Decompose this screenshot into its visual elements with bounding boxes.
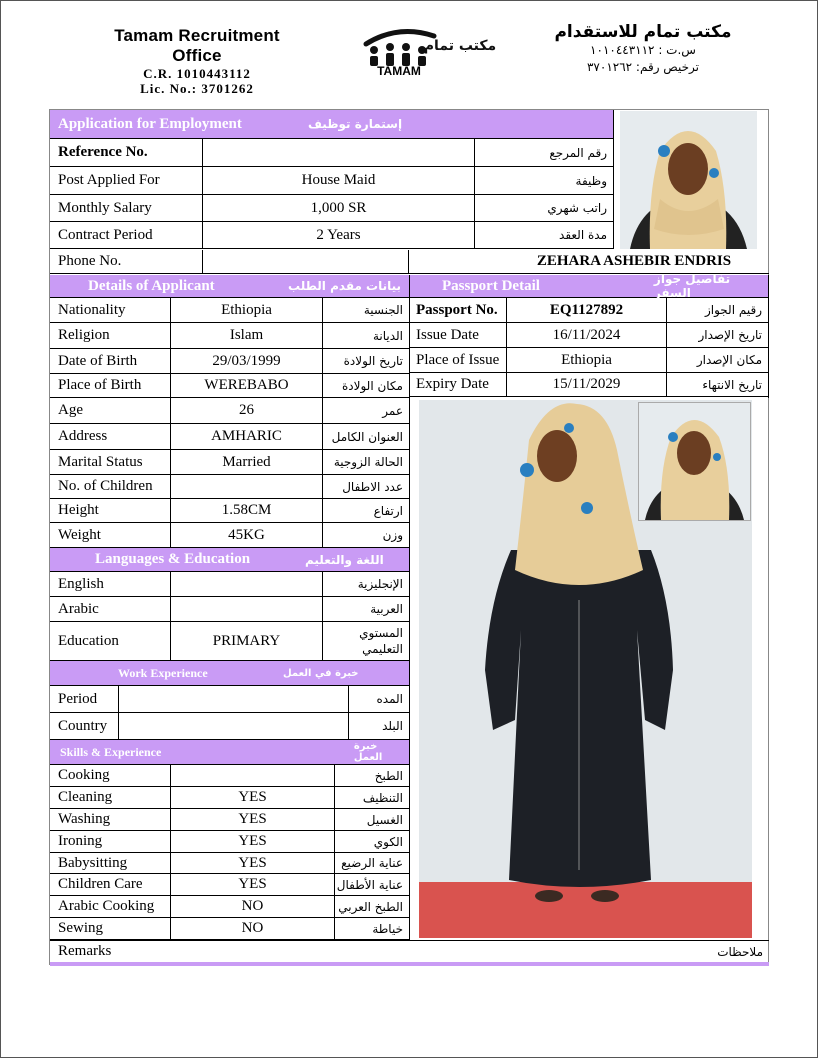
- work-title-en: Work Experience: [118, 665, 208, 680]
- company-name-en: Tamam Recruitment Office: [114, 26, 280, 65]
- table-row: [50, 809, 409, 831]
- languages-title-en: Languages & Education: [95, 551, 251, 567]
- row-label: Monthly Salary: [58, 199, 152, 216]
- work-title-ar: خبرة في العمل: [283, 667, 359, 679]
- row-label-ar: الطبخ: [334, 765, 409, 786]
- cr-number-ar: س.ت : ١٠١٠٤٤٣١١٢: [590, 43, 696, 57]
- row-label: English: [58, 575, 104, 592]
- row-value: 2 Years: [202, 222, 474, 248]
- small-portrait-image: [639, 403, 750, 520]
- row-label: Place of Birth: [58, 377, 142, 393]
- table-row: [410, 348, 768, 373]
- row-label-ar: العنوان الكامل: [322, 424, 409, 449]
- table-row: [50, 139, 613, 167]
- row-label: Religion: [58, 327, 110, 343]
- phone-value: [202, 250, 408, 273]
- row-label-ar: ارتفاع: [322, 499, 409, 522]
- table-row: [50, 686, 409, 713]
- row-label-ar: البلد: [348, 713, 409, 739]
- passport-title-en: Passport Detail: [442, 277, 540, 294]
- row-value: Ethiopia: [506, 348, 666, 372]
- row-label-ar: رقيم الجواز: [666, 298, 768, 322]
- row-value: [170, 597, 322, 621]
- row-value: YES: [170, 874, 334, 895]
- row-label-ar: مكان الولادة: [322, 374, 409, 397]
- skills-title-ar: خبرة العمل: [353, 741, 383, 763]
- row-value: 15/11/2029: [506, 373, 666, 396]
- remarks-row: [50, 940, 769, 962]
- applicant-header: [50, 275, 409, 298]
- row-label: Arabic: [58, 600, 99, 617]
- row-label: Contract Period: [58, 226, 153, 243]
- row-label: Place of Issue: [416, 351, 500, 368]
- application-header: [50, 110, 613, 139]
- row-label-ar: الإنجليزية: [322, 572, 409, 596]
- row-value: House Maid: [202, 167, 474, 194]
- row-label-ar: الغسيل: [334, 809, 409, 830]
- row-label: Country: [58, 717, 108, 734]
- row-label-ar: وظيفة: [474, 167, 613, 194]
- remarks-label-ar: ملاحظات: [717, 944, 763, 959]
- table-row: [50, 622, 409, 661]
- row-label: Reference No.: [58, 144, 148, 160]
- row-value: 1,000 SR: [202, 195, 474, 221]
- portrait-image: [620, 111, 757, 249]
- table-row: [50, 222, 613, 249]
- cr-number-en: C.R. 1010443112: [143, 66, 251, 81]
- table-row: [50, 597, 409, 622]
- row-value: [118, 713, 348, 739]
- row-label-ar: عناية الأطفال: [334, 874, 409, 895]
- row-label: Washing: [58, 811, 111, 827]
- row-value: NO: [170, 918, 334, 939]
- row-value: YES: [170, 787, 334, 808]
- row-value: PRIMARY: [170, 622, 322, 660]
- row-label: No. of Children: [58, 478, 153, 494]
- row-label-ar: عدد الاطفال: [322, 475, 409, 498]
- table-row: [50, 572, 409, 597]
- table-row: [50, 374, 409, 398]
- row-label: Nationality: [58, 301, 126, 318]
- row-label: Marital Status: [58, 453, 143, 470]
- table-row: [50, 298, 409, 323]
- license-number-ar: ترخيص رقم: ٣٧٠١٢٦٢: [586, 60, 699, 74]
- row-value: [170, 572, 322, 596]
- row-label: Age: [58, 402, 83, 418]
- logo-ar-text: مكتب تمام: [423, 38, 497, 54]
- row-value: 16/11/2024: [506, 323, 666, 347]
- application-title-en: Application for Employment: [58, 115, 242, 132]
- languages-title-ar: اللغة والتعليم: [305, 552, 384, 567]
- row-label-ar: تاريخ الولادة: [322, 349, 409, 373]
- row-label-ar: الكوي: [334, 831, 409, 852]
- applicant-small-portrait: [638, 402, 751, 521]
- row-label: Passport No.: [416, 301, 498, 318]
- row-label-ar: العربية: [322, 597, 409, 621]
- row-label-ar: تاريخ الإصدار: [666, 323, 768, 347]
- company-header-en: [92, 26, 302, 96]
- table-row: [50, 831, 409, 853]
- table-row: [50, 853, 409, 874]
- row-label-ar: مدة العقد: [474, 222, 613, 248]
- row-label-ar: الحالة الزوجية: [322, 450, 409, 474]
- row-label-ar: الطبخ العربي: [334, 896, 409, 917]
- row-label-ar: مكان الإصدار: [666, 348, 768, 372]
- row-value: YES: [170, 853, 334, 873]
- row-label-ar: الجنسية: [322, 298, 409, 322]
- table-row: [50, 250, 769, 274]
- application-title-ar: إستمارة توظيف: [308, 117, 403, 131]
- table-row: [50, 787, 409, 809]
- row-value: 26: [170, 398, 322, 423]
- row-value: [202, 139, 474, 166]
- row-value: 29/03/1999: [170, 349, 322, 373]
- row-label: Arabic Cooking: [58, 898, 155, 914]
- skills-header: [50, 740, 409, 765]
- row-label: Ironing: [58, 833, 103, 849]
- languages-header: [50, 548, 409, 572]
- license-number-en: Lic. No.: 3701262: [140, 81, 254, 96]
- row-value: [118, 686, 348, 712]
- remarks-underline: [50, 962, 769, 966]
- row-label: Weight: [58, 526, 101, 543]
- row-label: Address: [58, 428, 108, 444]
- applicant-full-name: ZEHARA ASHEBIR ENDRIS: [408, 250, 769, 273]
- table-row: [50, 323, 409, 349]
- table-row: [50, 896, 409, 918]
- row-label-ar: رقم المرجع: [474, 139, 613, 166]
- table-row: [50, 424, 409, 450]
- row-label: Children Care: [58, 876, 143, 892]
- row-value: 1.58CM: [170, 499, 322, 522]
- row-value: 45KG: [170, 523, 322, 547]
- row-value: Married: [170, 450, 322, 474]
- row-label: Education: [58, 632, 119, 649]
- row-label: Post Applied For: [58, 172, 160, 188]
- row-value: YES: [170, 809, 334, 830]
- applicant-title-en: Details of Applicant: [88, 277, 215, 294]
- table-row: [50, 499, 409, 523]
- row-value: AMHARIC: [170, 424, 322, 449]
- applicant-title-ar: بيانات مقدم الطلب: [288, 279, 402, 293]
- work-header: [50, 661, 409, 686]
- table-row: [50, 450, 409, 475]
- row-label: Height: [58, 502, 99, 518]
- row-label-ar: راتب شهري: [474, 195, 613, 221]
- row-value: NO: [170, 896, 334, 917]
- remarks-label: Remarks: [58, 943, 112, 959]
- table-row: [50, 398, 409, 424]
- table-row: [50, 523, 409, 548]
- row-label: Period: [58, 690, 98, 707]
- table-row: [410, 298, 768, 323]
- row-label-ar: الديانة: [322, 323, 409, 348]
- row-label: Babysitting: [58, 854, 128, 871]
- row-label: Cleaning: [58, 789, 113, 805]
- table-row: [50, 874, 409, 896]
- row-label-ar: المستوي التعليمي: [322, 622, 409, 660]
- row-value: [170, 765, 334, 786]
- table-row: [50, 475, 409, 499]
- logo-text: TAMAM: [377, 64, 421, 78]
- phone-label: Phone No.: [58, 253, 122, 269]
- row-label-ar: عمر: [322, 398, 409, 423]
- row-value: Islam: [170, 323, 322, 348]
- table-row: [50, 713, 409, 740]
- table-row: [50, 765, 409, 787]
- passport-number: EQ1127892: [506, 298, 666, 322]
- passport-header: [410, 272, 768, 300]
- table-row: [410, 373, 768, 397]
- table-row: [50, 349, 409, 374]
- row-value: Ethiopia: [170, 298, 322, 322]
- row-label: Cooking: [58, 767, 110, 783]
- row-label: Sewing: [58, 920, 103, 936]
- row-label-ar: المده: [348, 686, 409, 712]
- row-label-ar: عناية الرضيع: [334, 853, 409, 873]
- table-row: [410, 323, 768, 348]
- row-label-ar: التنظيف: [334, 787, 409, 808]
- row-label-ar: وزن: [322, 523, 409, 547]
- table-row: [50, 167, 613, 195]
- row-label: Expiry Date: [416, 376, 489, 392]
- row-label: Issue Date: [416, 326, 479, 343]
- company-name-ar: مكتب تمام للاستقدام: [554, 22, 732, 42]
- passport-title-ar: تفاصيل جواز السفر: [653, 272, 731, 300]
- table-row: [50, 195, 613, 222]
- row-value: [170, 475, 322, 498]
- company-header-ar: [538, 22, 748, 76]
- row-value: YES: [170, 831, 334, 852]
- row-label-ar: خياطة: [334, 918, 409, 939]
- row-label-ar: تاريخ الانتهاء: [666, 373, 768, 396]
- row-label: Date of Birth: [58, 352, 138, 369]
- applicant-portrait: [620, 111, 757, 249]
- row-value: WEREBABO: [170, 374, 322, 397]
- skills-title-en: Skills & Experience: [60, 744, 162, 759]
- table-row: [50, 918, 409, 940]
